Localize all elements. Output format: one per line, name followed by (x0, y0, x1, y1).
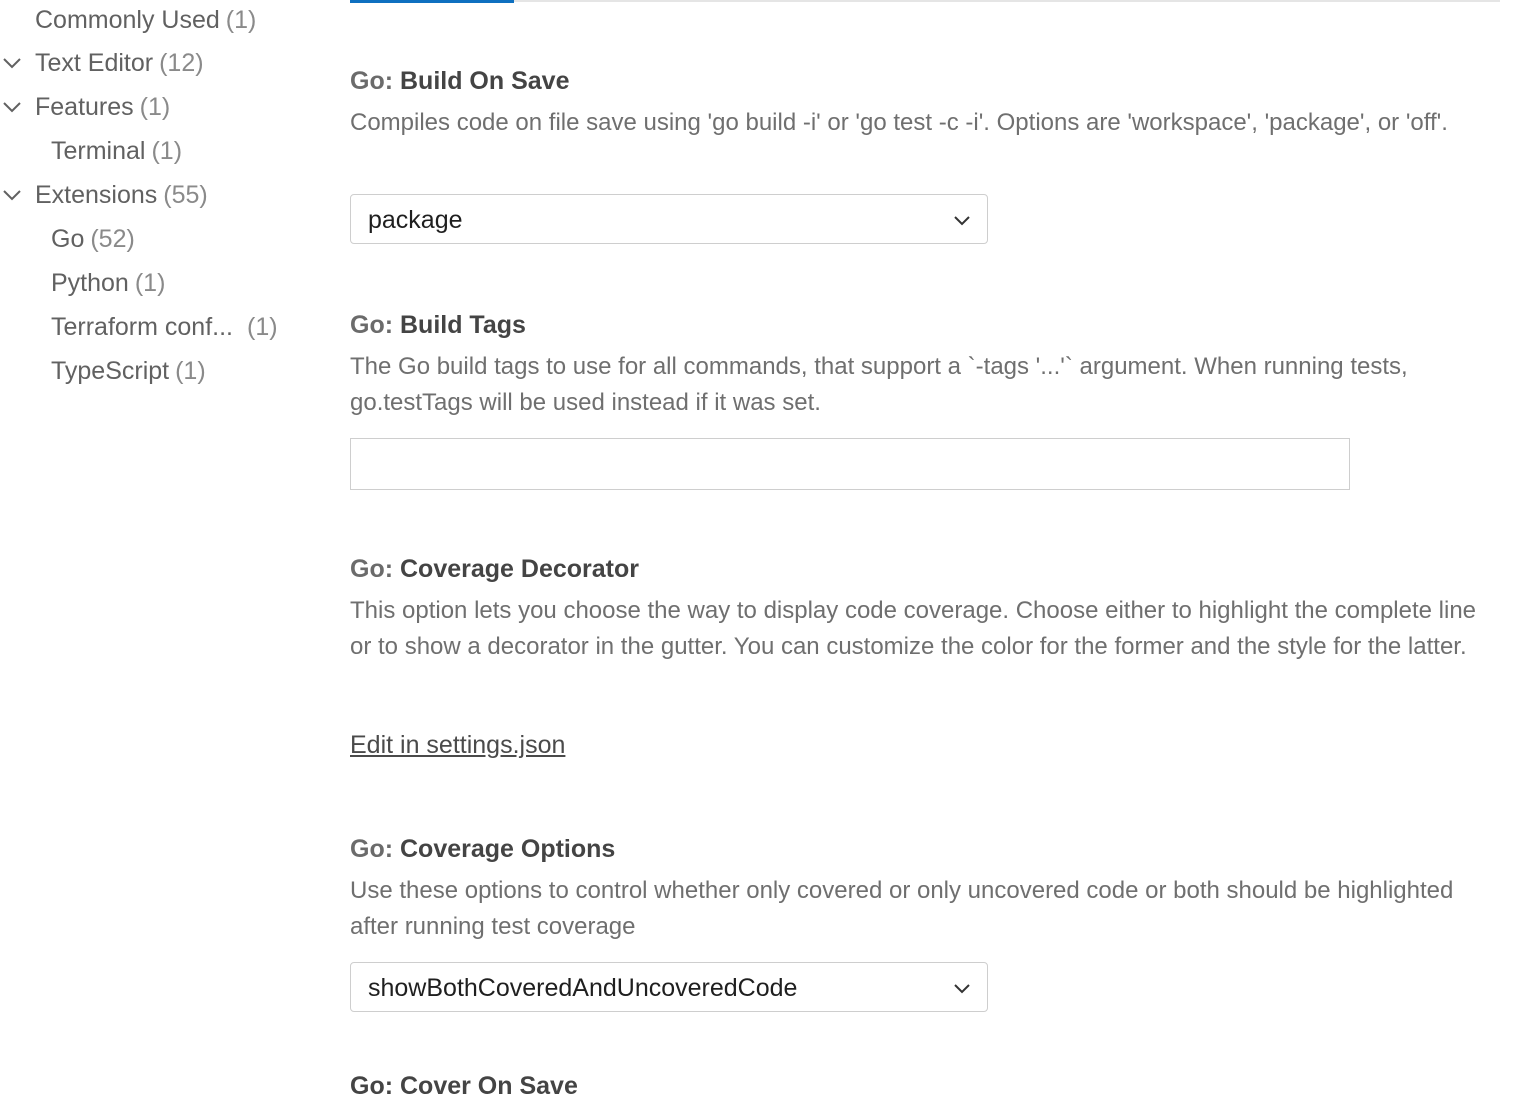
setting-description: Use these options to control whether only covered or only uncovered code or both should be highlighted after running test coverage (350, 877, 1454, 940)
select-value: showBothCoveredAndUncoveredCode (368, 974, 798, 1002)
toc-item-count: (1) (175, 357, 206, 385)
setting-name: Coverage Options (400, 835, 616, 863)
toc-item-python[interactable] (51, 263, 165, 303)
toc-item-go[interactable] (51, 219, 135, 259)
toc-item-commonly-used[interactable] (35, 0, 256, 40)
chevron-down-icon[interactable] (0, 175, 24, 215)
toc-item-label: Terraform conf... (51, 313, 233, 341)
chevron-down-icon (951, 195, 973, 245)
coverage-options-select[interactable] (350, 962, 988, 1012)
chevron-down-icon[interactable] (0, 43, 24, 83)
setting-title (350, 551, 1500, 587)
toc-item-label: Go (51, 225, 85, 253)
toc-item-terminal[interactable] (51, 131, 182, 171)
setting-category: Go: (350, 1072, 400, 1100)
toc-item-count: (52) (90, 225, 135, 253)
toc-item-terraform[interactable] (51, 307, 278, 347)
toc-item-count: (1) (151, 137, 183, 165)
setting-name: Build On Save (400, 67, 570, 95)
active-tab-indicator (350, 0, 514, 3)
setting-title-next (350, 1072, 578, 1108)
edit-in-settings-json-link[interactable]: Edit in settings.json (350, 731, 566, 759)
setting-category: Go: (350, 835, 400, 863)
toc-item-label: Terminal (51, 137, 146, 165)
toc-item-text-editor[interactable] (0, 43, 204, 83)
toc-item-count: (12) (159, 49, 204, 77)
toc-item-label: TypeScript (51, 357, 170, 385)
setting-category: Go: (350, 555, 400, 583)
setting-title (350, 63, 1500, 99)
setting-description: Compiles code on file save using 'go build -i' or 'go test -c -i'. Options are 'workspace', 'package', or 'off'. (350, 109, 1448, 136)
toc-item-count: (1) (139, 93, 171, 121)
setting-name: Cover On Save (400, 1072, 578, 1100)
setting-build-on-save (350, 63, 1500, 253)
setting-name: Build Tags (400, 311, 526, 339)
build-tags-input[interactable] (350, 438, 1350, 490)
toc-item-label: Commonly Used (35, 6, 220, 34)
setting-coverage-decorator (350, 551, 1500, 771)
setting-title (350, 307, 1500, 343)
toc-item-label: Python (51, 269, 129, 297)
setting-name: Coverage Decorator (400, 555, 639, 583)
settings-toc (0, 0, 320, 1084)
toc-item-count: (1) (247, 313, 278, 341)
build-on-save-select[interactable] (350, 194, 988, 244)
setting-category: Go: (350, 311, 400, 339)
setting-coverage-options (350, 831, 1500, 1021)
setting-description: The Go build tags to use for all commands, that support a `-tags '...'` argument. When running tests, go.testTags will be used instead if it was set. (350, 353, 1408, 416)
toc-item-count: (1) (225, 6, 257, 34)
setting-description: This option lets you choose the way to display code coverage. Choose either to highlight the complete line or to show a decorator in the gutter. You can customize the color for the former and the style for the latter. (350, 597, 1477, 660)
toc-item-label: Text Editor (35, 49, 154, 77)
chevron-down-icon[interactable] (0, 87, 24, 127)
setting-build-tags (350, 307, 1500, 497)
select-value: package (368, 206, 463, 234)
toc-item-extensions[interactable] (0, 175, 208, 215)
toc-item-count: (1) (134, 269, 166, 297)
toc-item-label: Extensions (35, 181, 158, 209)
toc-item-typescript[interactable] (51, 351, 206, 391)
chevron-down-icon (951, 963, 973, 1013)
setting-title (350, 831, 1500, 867)
toc-item-label: Features (35, 93, 134, 121)
toc-item-count: (55) (163, 181, 208, 209)
toc-item-features[interactable] (0, 87, 170, 127)
setting-category: Go: (350, 67, 400, 95)
settings-header-divider (350, 0, 1500, 2)
